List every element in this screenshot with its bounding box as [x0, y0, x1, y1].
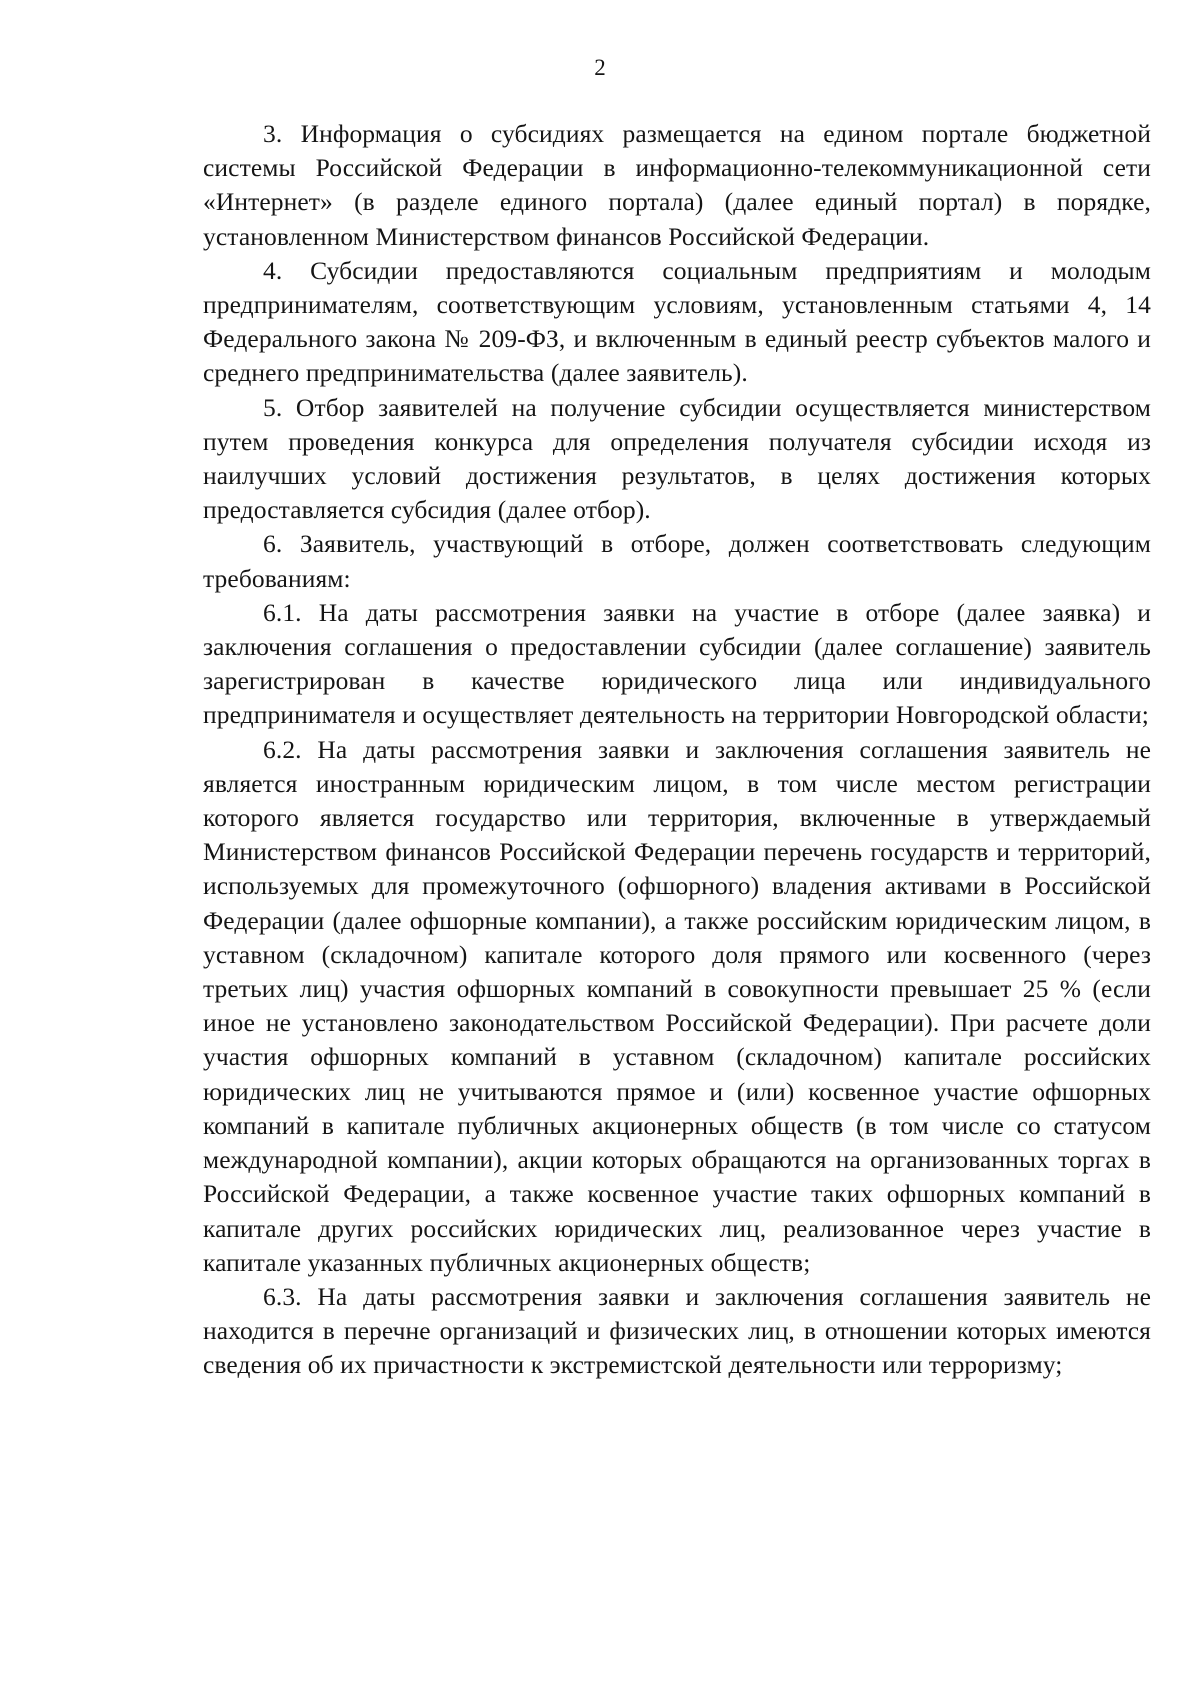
paragraph-5-selection: 5. Отбор заявителей на получение субсидии осуществляется министерством путем проведения конкурса для определения получателя субсидии исходя из наилучших условий достижения результатов, в целях достижения которых предоставляется субсидия (далее отбор).: [203, 392, 1151, 525]
paragraph-6-requirements: 6. Заявитель, участвующий в отборе, должен соответствовать следующим требованиям:: [203, 529, 1151, 593]
page-number: 2: [594, 55, 606, 80]
paragraph-6-3-extremism: 6.3. На даты рассмотрения заявки и заключения соглашения заявитель не находится в перечне организаций и физических лиц, в отношении которых имеются сведения об их причастности к экстремистской деятельности или терроризму;: [203, 1281, 1151, 1380]
document-body: [203, 117, 1151, 1383]
paragraph-6-2-offshore: 6.2. На даты рассмотрения заявки и заключения соглашения заявитель не является иностранным юридическим лицом, в том числе местом регистрации которого является государство или территория, включенные в утверждаемый Министерством финансов Российской Федерации перечень государств и территорий, используемых для промежуточного (офшорного) владения активами в Российской Федерации (далее офшорные компании), а также российским юридическим лицом, в уставном (складочном) капитале которого доля прямого или косвенного (через третьих лиц) участия офшорных компаний в совокупности превышает 25 % (если иное не установлено законодательством Российской Федерации). При расчете доли участия офшорных компаний в уставном (складочном) капитале российских юридических лиц не учитываются прямое и (или) косвенное участие офшорных компаний в капитале публичных акционерных обществ (в том числе со статусом международной компании), акции которых обращаются на организованных торгах в Российской Федерации, а также косвенное участие таких офшорных компаний в капитале других российских юридических лиц, реализованное через участие в капитале указанных публичных акционерных обществ;: [203, 734, 1151, 1277]
paragraph-4-recipients: 4. Субсидии предоставляются социальным предприятиям и молодым предпринимателям, соответствующим условиям, установленным статьями 4, 14 Федерального закона № 209-ФЗ, и включенным в единый реестр субъектов малого и среднего предпринимательства (далее заявитель).: [203, 255, 1151, 388]
paragraph-3-portal-info: 3. Информация о субсидиях размещается на едином портале бюджетной системы Российской Федерации в информационно-телекоммуникационной сети «Интернет» (в разделе единого портала) (далее единый портал) в порядке, установленном Министерством финансов Российской Федерации.: [203, 119, 1151, 251]
paragraph-6-1-registration: 6.1. На даты рассмотрения заявки на участие в отборе (далее заявка) и заключения соглашения о предоставлении субсидии (далее соглашение) заявитель зарегистрирован в качестве юридического лица или индивидуального предпринимателя и осуществляет деятельность на территории Новгородской области;: [203, 597, 1151, 730]
